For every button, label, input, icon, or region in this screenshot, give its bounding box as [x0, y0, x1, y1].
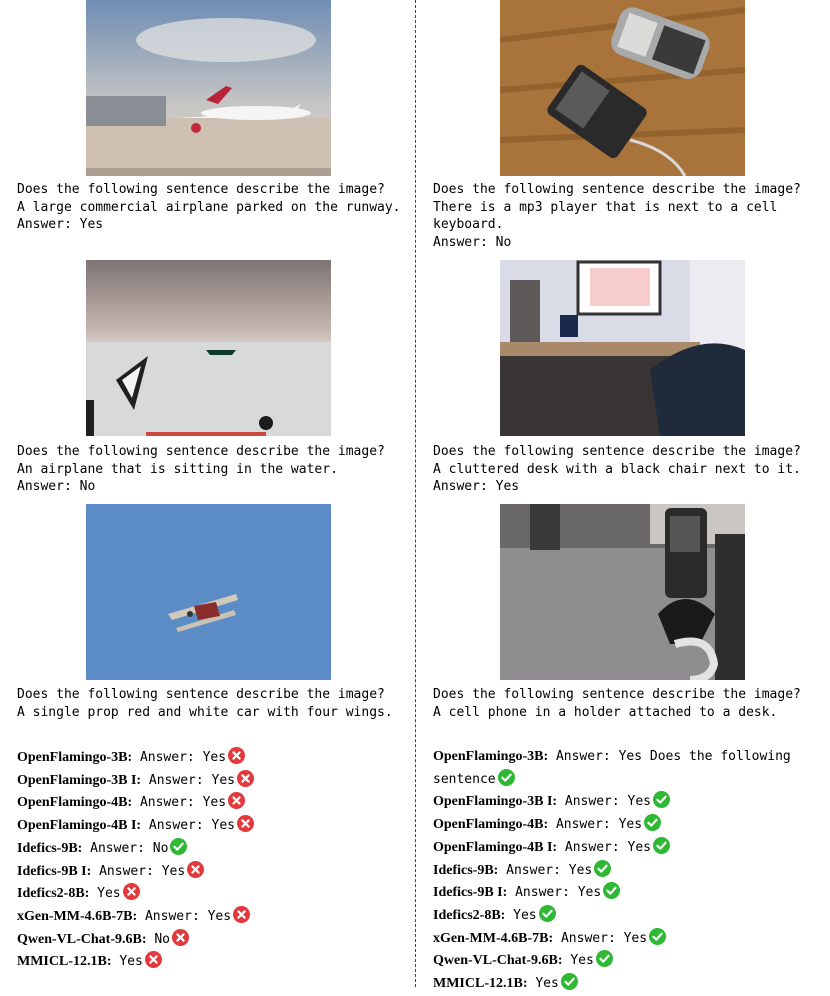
- left-model-results: [17, 747, 409, 974]
- result-row: [433, 791, 825, 814]
- model-answer: Yes: [119, 954, 143, 970]
- model-name: Qwen-VL-Chat-9.6B:: [433, 953, 563, 969]
- model-name: OpenFlamingo-4B:: [433, 817, 549, 833]
- model-answer: Answer: Yes: [506, 862, 593, 878]
- check-icon: [649, 928, 666, 945]
- model-answer: Answer: Yes: [555, 817, 643, 833]
- cross-icon: [237, 815, 254, 832]
- model-name: MMICL-12.1B:: [433, 976, 528, 992]
- result-row: [433, 905, 825, 928]
- model-answer: Yes: [513, 907, 537, 923]
- result-row: [17, 861, 409, 884]
- model-answer: Yes: [570, 953, 594, 969]
- cross-icon: [172, 929, 189, 946]
- model-name: OpenFlamingo-3B I:: [17, 772, 142, 788]
- model-answer: Answer: Yes: [144, 908, 232, 924]
- model-answer: Answer: Yes: [148, 772, 235, 788]
- result-row: [17, 747, 409, 770]
- result-row: [433, 860, 825, 883]
- right-model-results: [433, 746, 825, 996]
- result-row: [17, 883, 409, 906]
- result-row: [433, 973, 825, 996]
- model-answer: Answer: Yes: [139, 795, 227, 811]
- example-3-text: Does the following sentence describe the image? A single prop red and white car with four wings.: [17, 687, 393, 720]
- model-name: Idefics-9B I:: [433, 885, 508, 901]
- model-answer: Answer: Yes: [564, 839, 651, 855]
- model-answer: Answer: Yes: [139, 750, 227, 765]
- result-row: [17, 929, 409, 952]
- model-answer: Answer: Yes: [515, 885, 602, 901]
- check-icon: [539, 905, 556, 922]
- result-row: [433, 950, 825, 973]
- cross-icon: [233, 906, 250, 923]
- check-icon: [561, 973, 578, 990]
- result-row: [17, 906, 409, 929]
- model-answer: Answer: No: [90, 840, 169, 856]
- check-icon: [594, 860, 611, 877]
- result-row: [433, 928, 825, 951]
- result-row: [433, 882, 825, 905]
- phone-mp3-photo: [500, 0, 745, 176]
- result-row: [433, 814, 825, 837]
- model-answer: Answer: Yes: [148, 818, 235, 834]
- model-name: Idefics2-8B:: [17, 886, 90, 902]
- cross-icon: [187, 861, 204, 878]
- check-icon: [653, 791, 670, 808]
- check-icon: [498, 769, 515, 786]
- cross-icon: [228, 747, 245, 764]
- check-icon: [596, 950, 613, 967]
- result-row: [17, 838, 409, 861]
- model-name: OpenFlamingo-3B I:: [433, 794, 558, 810]
- cross-icon: [237, 770, 254, 787]
- result-row: [17, 951, 409, 974]
- model-answer: Yes: [97, 886, 121, 902]
- model-answer: Answer: Yes Does the following sentence: [433, 749, 791, 787]
- cluttered-desk-photo: [500, 260, 745, 436]
- check-icon: [644, 814, 661, 831]
- phone-holder-photo: [500, 504, 745, 680]
- model-name: Idefics2-8B:: [433, 907, 506, 923]
- model-name: Qwen-VL-Chat-9.6B:: [17, 931, 147, 947]
- result-row: [17, 770, 409, 793]
- result-row: [17, 792, 409, 815]
- cross-icon: [123, 883, 140, 900]
- kite-sea-photo: [86, 260, 331, 436]
- model-answer: Answer: Yes: [560, 930, 648, 946]
- model-name: xGen-MM-4.6B-7B:: [17, 908, 138, 924]
- model-answer: No: [154, 931, 170, 947]
- model-name: OpenFlamingo-4B I:: [433, 839, 558, 855]
- airplane-parked-photo: [86, 0, 331, 176]
- model-name: Idefics-9B:: [17, 840, 83, 856]
- model-name: OpenFlamingo-4B:: [17, 795, 133, 811]
- model-name: Idefics-9B:: [433, 862, 499, 878]
- check-icon: [170, 838, 187, 855]
- example-1-text-right: Does the following sentence describe the image? There is a mp3 player that is next to a cell keyboard. Answer: No: [433, 182, 801, 250]
- result-row: [17, 815, 409, 838]
- example-3-text-right: Does the following sentence describe the image? A cell phone in a holder attached to a desk.: [433, 687, 801, 720]
- check-icon: [653, 837, 670, 854]
- model-name: OpenFlamingo-4B I:: [17, 818, 142, 834]
- model-name: Idefics-9B I:: [17, 863, 92, 879]
- biplane-sky-photo: [86, 504, 331, 680]
- example-2-text: Does the following sentence describe the image? An airplane that is sitting in the water. Answer: No: [17, 444, 385, 494]
- model-name: OpenFlamingo-3B:: [433, 749, 549, 764]
- model-answer: Answer: Yes: [564, 794, 651, 810]
- model-name: MMICL-12.1B:: [17, 954, 112, 970]
- example-1-text: Does the following sentence describe the image? A large commercial airplane parked on the runway. Answer: Yes: [17, 182, 401, 232]
- cross-icon: [145, 951, 162, 968]
- example-2-text-right: Does the following sentence describe the image? A cluttered desk with a black chair next to it. Answer: Yes: [433, 444, 801, 494]
- cross-icon: [228, 792, 245, 809]
- model-name: OpenFlamingo-3B:: [17, 750, 133, 765]
- result-row: [433, 837, 825, 860]
- model-answer: Yes: [535, 976, 559, 992]
- model-answer: Answer: Yes: [99, 863, 186, 879]
- result-row: [433, 746, 825, 791]
- check-icon: [603, 882, 620, 899]
- model-name: xGen-MM-4.6B-7B:: [433, 930, 554, 946]
